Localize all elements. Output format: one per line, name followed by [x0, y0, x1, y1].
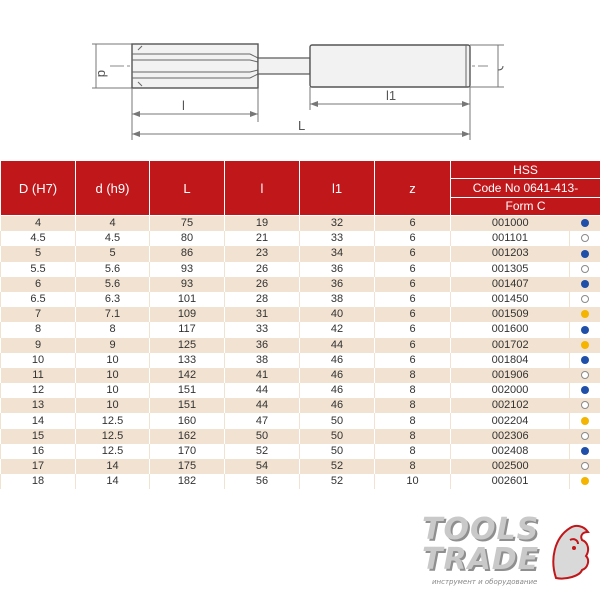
cell-l1: 46	[300, 383, 375, 398]
cell-d: 5	[76, 246, 150, 261]
dim-l1-arrow-left	[310, 101, 318, 107]
table-row	[1, 231, 600, 246]
cell-code: 002306	[451, 429, 570, 444]
cell-D: 17	[1, 459, 76, 474]
cell-D: 6	[1, 277, 76, 292]
cell-d: 10	[76, 383, 150, 398]
cell-z: 6	[375, 277, 451, 292]
cell-D: 13	[1, 398, 76, 413]
blue-dot-icon	[581, 386, 589, 394]
cell-l: 36	[225, 338, 300, 353]
cell-l1: 44	[300, 338, 375, 353]
cell-d: 8	[76, 322, 150, 337]
white-dot-icon	[581, 371, 589, 379]
cell-D: 4	[1, 216, 76, 232]
cell-l1: 40	[300, 307, 375, 322]
table-row	[1, 292, 600, 307]
cell-d: 14	[76, 474, 150, 489]
cell-d: 12.5	[76, 444, 150, 459]
cell-z: 8	[375, 383, 451, 398]
cell-availability	[570, 292, 600, 307]
cell-L: 86	[150, 246, 225, 261]
cell-z: 6	[375, 262, 451, 277]
dim-l-label: l	[182, 98, 185, 113]
white-dot-icon	[581, 295, 589, 303]
cell-d: 5.6	[76, 262, 150, 277]
table-row	[1, 338, 600, 353]
cell-l: 19	[225, 216, 300, 232]
cell-l: 52	[225, 444, 300, 459]
cell-code: 001000	[451, 216, 570, 232]
logo-line-2: TRADE	[422, 542, 540, 577]
cell-d: 4	[76, 216, 150, 232]
cell-code: 001702	[451, 338, 570, 353]
cell-l: 33	[225, 322, 300, 337]
cell-L: 182	[150, 474, 225, 489]
cell-l: 50	[225, 429, 300, 444]
cell-D: 5	[1, 246, 76, 261]
cell-z: 6	[375, 307, 451, 322]
cell-l: 31	[225, 307, 300, 322]
cell-availability	[570, 246, 600, 261]
header-material: HSS	[451, 161, 600, 179]
cell-d: 10	[76, 368, 150, 383]
white-dot-icon	[581, 401, 589, 409]
yellow-dot-icon	[581, 477, 589, 485]
cell-availability	[570, 459, 600, 474]
cell-availability	[570, 338, 600, 353]
header-form: Form C	[451, 197, 600, 215]
cell-code: 002102	[451, 398, 570, 413]
cell-D: 11	[1, 368, 76, 383]
cell-code: 002000	[451, 383, 570, 398]
cell-D: 15	[1, 429, 76, 444]
cell-d: 12.5	[76, 413, 150, 428]
cell-availability	[570, 413, 600, 428]
blue-dot-icon	[581, 447, 589, 455]
cell-l1: 52	[300, 474, 375, 489]
cell-D: 7	[1, 307, 76, 322]
cell-z: 6	[375, 231, 451, 246]
cell-l: 28	[225, 292, 300, 307]
cell-availability	[570, 262, 600, 277]
header-code: Code No 0641-413-	[451, 179, 600, 197]
cell-z: 8	[375, 459, 451, 474]
table-row	[1, 383, 600, 398]
tools-trade-logo	[418, 512, 598, 592]
cell-availability	[570, 383, 600, 398]
table-row	[1, 307, 600, 322]
cell-z: 8	[375, 413, 451, 428]
cell-L: 151	[150, 383, 225, 398]
cell-l1: 32	[300, 216, 375, 232]
cell-d: 5.6	[76, 277, 150, 292]
cell-z: 8	[375, 444, 451, 459]
logo-line-1: TOOLS	[422, 512, 540, 547]
cell-L: 109	[150, 307, 225, 322]
table-row	[1, 262, 600, 277]
header-d: d (h9)	[76, 161, 150, 216]
cell-l: 26	[225, 277, 300, 292]
cell-z: 6	[375, 322, 451, 337]
white-dot-icon	[581, 462, 589, 470]
cell-l1: 38	[300, 292, 375, 307]
cell-code: 001101	[451, 231, 570, 246]
cell-l: 41	[225, 368, 300, 383]
cell-D: 4.5	[1, 231, 76, 246]
header-L: L	[150, 161, 225, 216]
yellow-dot-icon	[581, 417, 589, 425]
table-row	[1, 429, 600, 444]
cell-L: 142	[150, 368, 225, 383]
header-l1: l1	[300, 161, 375, 216]
cell-l1: 36	[300, 262, 375, 277]
cell-availability	[570, 368, 600, 383]
cell-availability	[570, 216, 600, 232]
header-l: l	[225, 161, 300, 216]
cell-availability	[570, 474, 600, 489]
dim-L-label: L	[298, 118, 306, 133]
table-row	[1, 216, 600, 232]
cell-d: 9	[76, 338, 150, 353]
cell-l1: 50	[300, 429, 375, 444]
cell-code: 001203	[451, 246, 570, 261]
cell-code: 002601	[451, 474, 570, 489]
cell-code: 001450	[451, 292, 570, 307]
cell-D: 12	[1, 383, 76, 398]
dim-l1-label: l1	[386, 88, 397, 103]
cell-d: 7.1	[76, 307, 150, 322]
cell-l: 38	[225, 353, 300, 368]
header-z: z	[375, 161, 451, 216]
cell-l1: 46	[300, 368, 375, 383]
cell-l: 23	[225, 246, 300, 261]
cell-l1: 50	[300, 444, 375, 459]
cell-z: 8	[375, 398, 451, 413]
yellow-dot-icon	[581, 310, 589, 318]
cell-L: 101	[150, 292, 225, 307]
cell-D: 9	[1, 338, 76, 353]
cell-availability	[570, 353, 600, 368]
cell-l1: 36	[300, 277, 375, 292]
table-row	[1, 246, 600, 261]
cell-availability	[570, 444, 600, 459]
cell-availability	[570, 429, 600, 444]
mascot-icon	[546, 520, 594, 580]
dim-l-arrow-left	[132, 111, 140, 117]
cell-availability	[570, 231, 600, 246]
cell-L: 93	[150, 262, 225, 277]
cell-L: 133	[150, 353, 225, 368]
dim-l1-arrow-right	[462, 101, 470, 107]
cell-availability	[570, 307, 600, 322]
reamer-drawing	[0, 0, 600, 160]
blue-dot-icon	[581, 219, 589, 227]
cell-L: 175	[150, 459, 225, 474]
white-dot-icon	[581, 432, 589, 440]
cell-l1: 34	[300, 246, 375, 261]
cell-l1: 50	[300, 413, 375, 428]
cell-z: 6	[375, 246, 451, 261]
table-row	[1, 277, 600, 292]
cell-code: 001407	[451, 277, 570, 292]
reamer-spec-table	[0, 160, 600, 489]
cell-availability	[570, 322, 600, 337]
cell-d: 6.3	[76, 292, 150, 307]
cell-D: 10	[1, 353, 76, 368]
blue-dot-icon	[581, 250, 589, 258]
cell-L: 160	[150, 413, 225, 428]
cell-code: 002204	[451, 413, 570, 428]
cell-d: 4.5	[76, 231, 150, 246]
cell-D: 5.5	[1, 262, 76, 277]
logo-tagline: инструмент и оборудование	[432, 578, 538, 586]
cell-D: 18	[1, 474, 76, 489]
cell-l: 44	[225, 383, 300, 398]
cell-D: 14	[1, 413, 76, 428]
dim-L-arrow-right	[462, 131, 470, 137]
cell-d: 14	[76, 459, 150, 474]
cell-l1: 46	[300, 353, 375, 368]
cell-code: 001509	[451, 307, 570, 322]
blue-dot-icon	[581, 356, 589, 364]
cell-D: 6.5	[1, 292, 76, 307]
blue-dot-icon	[581, 326, 589, 334]
cell-z: 8	[375, 429, 451, 444]
dim-d-label: d	[95, 70, 110, 78]
cell-availability	[570, 277, 600, 292]
table-row	[1, 444, 600, 459]
cell-l: 26	[225, 262, 300, 277]
cell-D: 8	[1, 322, 76, 337]
table-row	[1, 474, 600, 489]
cell-l1: 42	[300, 322, 375, 337]
header-D: D (H7)	[1, 161, 76, 216]
blue-dot-icon	[581, 280, 589, 288]
dim-p-mark	[498, 66, 503, 70]
cell-z: 8	[375, 368, 451, 383]
cell-l: 47	[225, 413, 300, 428]
table-row	[1, 322, 600, 337]
reamer-drawing-svg	[0, 0, 600, 160]
cell-z: 10	[375, 474, 451, 489]
cell-D: 16	[1, 444, 76, 459]
cell-code: 002500	[451, 459, 570, 474]
cell-L: 93	[150, 277, 225, 292]
cell-z: 6	[375, 292, 451, 307]
cell-z: 6	[375, 338, 451, 353]
table-row	[1, 459, 600, 474]
neck	[258, 58, 310, 74]
cell-d: 10	[76, 398, 150, 413]
cell-L: 151	[150, 398, 225, 413]
cell-availability	[570, 398, 600, 413]
table-row	[1, 413, 600, 428]
cell-L: 162	[150, 429, 225, 444]
cell-z: 6	[375, 353, 451, 368]
cell-L: 117	[150, 322, 225, 337]
cutting-part	[132, 44, 258, 88]
cell-l: 54	[225, 459, 300, 474]
cell-l: 21	[225, 231, 300, 246]
dim-L-arrow-left	[132, 131, 140, 137]
cell-code: 001305	[451, 262, 570, 277]
cell-l: 44	[225, 398, 300, 413]
cell-l1: 52	[300, 459, 375, 474]
table-body	[1, 216, 600, 490]
cell-d: 12.5	[76, 429, 150, 444]
white-dot-icon	[581, 265, 589, 273]
cell-L: 75	[150, 216, 225, 232]
cell-z: 6	[375, 216, 451, 232]
dim-l-arrow-right	[250, 111, 258, 117]
cell-code: 001600	[451, 322, 570, 337]
cell-l: 56	[225, 474, 300, 489]
cell-L: 170	[150, 444, 225, 459]
yellow-dot-icon	[581, 341, 589, 349]
cell-code: 001804	[451, 353, 570, 368]
white-dot-icon	[581, 234, 589, 242]
shank	[310, 45, 470, 87]
cell-l1: 33	[300, 231, 375, 246]
table-row	[1, 368, 600, 383]
table-row	[1, 398, 600, 413]
cell-l1: 46	[300, 398, 375, 413]
cell-code: 002408	[451, 444, 570, 459]
cell-d: 10	[76, 353, 150, 368]
cell-L: 125	[150, 338, 225, 353]
cell-code: 001906	[451, 368, 570, 383]
cell-L: 80	[150, 231, 225, 246]
table-row	[1, 353, 600, 368]
